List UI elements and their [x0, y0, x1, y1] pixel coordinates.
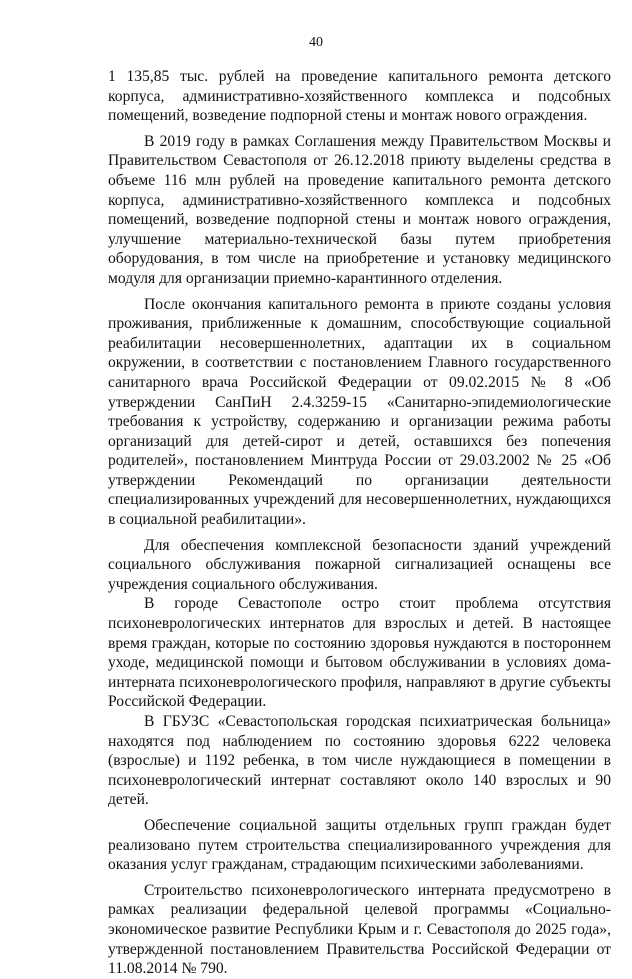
paragraph-2: В 2019 году в рамках Соглашения между Правительством Москвы и Правительством Севастополя от 26.12.2018 приюту выделены средства в объеме 116 млн рублей на проведение капитального ремонта детского корпуса, административно-хозяйственного комплекса и подсобных помещений, возведение подпорной стены и монтаж нового ограждения, улучшение материально-технической базы путем приобретения оборудования, в том числе на приобретение и установку медицинского модуля для организации приемно-карантинного отделения.	[108, 132, 611, 287]
paragraph-4: Для обеспечения комплексной безопасности зданий учреждений социального обслуживания пожарной сигнализацией оснащены все учреждения социального обслуживания.	[108, 536, 611, 593]
page-number: 40	[309, 35, 323, 50]
paragraph-6: В ГБУЗС «Севастопольская городская психиатрическая больница» находятся под наблюдением по состоянию здоровья 6222 человека (взрослые) и 1192 ребенка, в том числе нуждающиеся в помещении в психоневрологический интернат составляют около 140 взрослых и 90 детей.	[108, 713, 611, 809]
paragraph-5: В городе Севастополе остро стоит проблема отсутствия психоневрологических интернатов для взрослых и детей. В настоящее время граждан, которые по состоянию здоровья нуждаются в постороннем уходе, медицинской помощи и бытовом обслуживании в условиях дома-интерната психоневрологического профиля, направляют в другие субъекты Российской Федерации.	[108, 595, 611, 711]
paragraph-8: Строительство психоневрологического интерната предусмотрено в рамках реализации федеральной целевой программы «Социально-экономическое развитие Республики Крым и г. Севастополя до 2025 года», утвержденной постановлением Правительства Российской Федерации от 11.08.2014 № 790.	[108, 881, 611, 978]
paragraph-1: 1 135,85 тыс. рублей на проведение капитального ремонта детского корпуса, административно-хозяйственного комплекса и подсобных помещений, возведение подпорной стены и монтаж нового ограждения.	[108, 68, 611, 125]
body-text	[108, 67, 611, 979]
paragraph-7: Обеспечение социальной защиты отдельных групп граждан будет реализовано путем строительства специализированного учреждения для оказания услуг гражданам, страдающим психическими заболеваниями.	[108, 816, 611, 874]
paragraph-3: После окончания капитального ремонта в приюте созданы условия проживания, приближенные к домашним, способствующие социальной реабилитации несовершеннолетних, адаптации их в социальном окружении, в соответствии с постановлением Главного государственного санитарного врача Российской Федерации от 09.02.2015 № 8 «Об утверждении СанПиН 2.4.3259-15 «Санитарно-эпидемиологические требования к устройству, содержанию и организации режима работы организаций для детей-сирот и детей, оставшихся без попечения родителей», постановлением Минтруда России от 29.03.2002 № 25 «Об утверждении Рекомендаций по организации деятельности специализированных учреждений для несовершеннолетних, нуждающихся в социальной реабилитации».	[108, 295, 611, 529]
